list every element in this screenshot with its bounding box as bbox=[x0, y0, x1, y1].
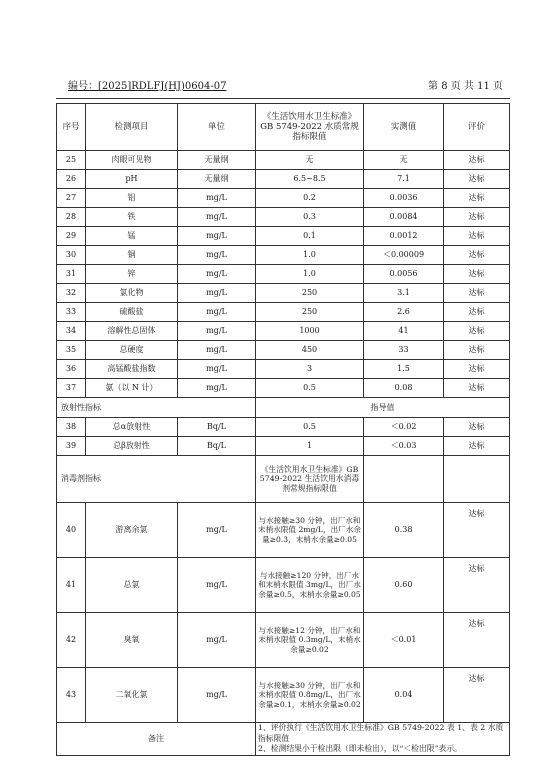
row-unit: mg/L bbox=[178, 379, 256, 398]
table-row bbox=[57, 189, 510, 208]
table-row bbox=[57, 437, 510, 456]
row-limit: 250 bbox=[256, 303, 364, 322]
water-quality-table bbox=[56, 103, 510, 756]
row-eval: 达标 bbox=[444, 437, 510, 456]
disinfectant-section-title: 消毒剂指标 bbox=[57, 456, 256, 503]
row-no: 28 bbox=[57, 208, 86, 227]
row-unit: 无量纲 bbox=[178, 151, 256, 170]
row-eval: 达标 bbox=[444, 303, 510, 322]
row-unit: mg/L bbox=[178, 189, 256, 208]
row-no: 43 bbox=[57, 668, 86, 723]
col-no: 序号 bbox=[57, 104, 86, 151]
row-eval: 达标 bbox=[444, 613, 510, 668]
row-eval: 达标 bbox=[444, 322, 510, 341]
row-limit: 与水接触≥30 分钟，出厂水和末梢水限值 0.8mg/L，出厂水余量≥0.1，末梢水余量≥0.02 bbox=[256, 668, 364, 723]
row-no: 42 bbox=[57, 613, 86, 668]
notes-text bbox=[256, 723, 510, 756]
row-eval: 达标 bbox=[444, 227, 510, 246]
row-no: 29 bbox=[57, 227, 86, 246]
notes-row bbox=[57, 723, 510, 756]
row-item: 高锰酸盐指数 bbox=[86, 360, 178, 379]
row-value: ＜0.00009 bbox=[364, 246, 444, 265]
row-unit: Bq/L bbox=[178, 418, 256, 437]
row-unit: mg/L bbox=[178, 558, 256, 613]
row-no: 27 bbox=[57, 189, 86, 208]
table-row bbox=[57, 668, 510, 723]
row-limit: 1.0 bbox=[256, 265, 364, 284]
row-eval: 达标 bbox=[444, 418, 510, 437]
row-eval: 达标 bbox=[444, 503, 510, 558]
row-limit: 1000 bbox=[256, 322, 364, 341]
row-no: 34 bbox=[57, 322, 86, 341]
row-eval: 达标 bbox=[444, 379, 510, 398]
row-eval: 达标 bbox=[444, 360, 510, 379]
table-row bbox=[57, 303, 510, 322]
disinfectant-standard: 《生活饮用水卫生标准》GB 5749-2022 生活饮用水消毒剂常规指标限值 bbox=[256, 456, 364, 503]
disinfectant-section bbox=[57, 456, 510, 503]
header-divider bbox=[56, 98, 510, 99]
row-item: 氨（以 N 计） bbox=[86, 379, 178, 398]
radioactive-rows bbox=[57, 418, 510, 456]
table-row bbox=[57, 170, 510, 189]
row-value: 0.0056 bbox=[364, 265, 444, 284]
row-no: 30 bbox=[57, 246, 86, 265]
row-item: 铜 bbox=[86, 246, 178, 265]
empty-cell bbox=[444, 456, 510, 503]
row-no: 41 bbox=[57, 558, 86, 613]
row-no: 40 bbox=[57, 503, 86, 558]
row-limit: 0.1 bbox=[256, 227, 364, 246]
row-unit: mg/L bbox=[178, 227, 256, 246]
table-row bbox=[57, 341, 510, 360]
row-item: 铁 bbox=[86, 208, 178, 227]
row-limit: 0.5 bbox=[256, 418, 364, 437]
row-item: 硫酸盐 bbox=[86, 303, 178, 322]
report-header bbox=[68, 77, 503, 93]
row-no: 38 bbox=[57, 418, 86, 437]
col-limit: 《生活饮用水卫生标准》GB 5749-2022 水质常规指标限值 bbox=[256, 104, 364, 151]
table-row bbox=[57, 418, 510, 437]
row-no: 26 bbox=[57, 170, 86, 189]
row-eval: 达标 bbox=[444, 265, 510, 284]
row-no: 36 bbox=[57, 360, 86, 379]
row-limit: 0.3 bbox=[256, 208, 364, 227]
radioactive-section bbox=[57, 398, 510, 418]
row-eval: 达标 bbox=[444, 151, 510, 170]
table-row bbox=[57, 208, 510, 227]
row-value: 0.60 bbox=[364, 558, 444, 613]
report-number: 编号：[2025]RDLFJ(HJ)0604-07 bbox=[68, 81, 227, 92]
notes-section bbox=[57, 723, 510, 756]
row-unit: mg/L bbox=[178, 613, 256, 668]
radioactive-header-row bbox=[57, 398, 510, 418]
row-limit: 0.2 bbox=[256, 189, 364, 208]
row-item: 氯化物 bbox=[86, 284, 178, 303]
row-unit: 无量纲 bbox=[178, 170, 256, 189]
row-item: 总硬度 bbox=[86, 341, 178, 360]
table-row bbox=[57, 558, 510, 613]
row-no: 32 bbox=[57, 284, 86, 303]
row-item: 游离余氯 bbox=[86, 503, 178, 558]
row-limit: 无 bbox=[256, 151, 364, 170]
row-eval: 达标 bbox=[444, 208, 510, 227]
row-unit: mg/L bbox=[178, 668, 256, 723]
radioactive-section-title: 放射性指标 bbox=[57, 398, 256, 418]
row-eval: 达标 bbox=[444, 246, 510, 265]
row-unit: mg/L bbox=[178, 503, 256, 558]
row-item: 二氧化氯 bbox=[86, 668, 178, 723]
row-eval: 达标 bbox=[444, 341, 510, 360]
row-limit: 450 bbox=[256, 341, 364, 360]
row-item: 锰 bbox=[86, 227, 178, 246]
row-limit: 与水接触≥12 分钟，出厂水和末梢水限值 0.3mg/L，末梢水余量≥0.02 bbox=[256, 613, 364, 668]
row-value: 0.0084 bbox=[364, 208, 444, 227]
row-limit: 6.5~8.5 bbox=[256, 170, 364, 189]
row-value: 0.38 bbox=[364, 503, 444, 558]
table-row bbox=[57, 227, 510, 246]
row-value: 0.08 bbox=[364, 379, 444, 398]
row-unit: mg/L bbox=[178, 265, 256, 284]
row-value: ＜0.01 bbox=[364, 613, 444, 668]
row-limit: 250 bbox=[256, 284, 364, 303]
row-value: 1.5 bbox=[364, 360, 444, 379]
row-eval: 达标 bbox=[444, 668, 510, 723]
row-unit: mg/L bbox=[178, 246, 256, 265]
row-unit: mg/L bbox=[178, 360, 256, 379]
row-item: 铝 bbox=[86, 189, 178, 208]
row-unit: mg/L bbox=[178, 208, 256, 227]
row-limit: 与水接触≥30 分钟，出厂水和末梢水限值 2mg/L，出厂水余量≥0.3，末梢水余量≥0.05 bbox=[256, 503, 364, 558]
radioactive-guide-label: 指导值 bbox=[256, 398, 510, 418]
notes-label: 备注 bbox=[57, 723, 256, 756]
row-item: 总β放射性 bbox=[86, 437, 178, 456]
row-eval: 达标 bbox=[444, 189, 510, 208]
row-unit: Bq/L bbox=[178, 437, 256, 456]
row-eval: 达标 bbox=[444, 558, 510, 613]
row-value: 2.6 bbox=[364, 303, 444, 322]
table-row bbox=[57, 503, 510, 558]
row-value: 无 bbox=[364, 151, 444, 170]
row-value: 41 bbox=[364, 322, 444, 341]
row-limit: 0.5 bbox=[256, 379, 364, 398]
page-indicator: 第 8 页 共 11 页 bbox=[428, 81, 503, 92]
table-row bbox=[57, 322, 510, 341]
row-value: ＜0.02 bbox=[364, 418, 444, 437]
row-value: ＜0.03 bbox=[364, 437, 444, 456]
row-value: 33 bbox=[364, 341, 444, 360]
row-no: 33 bbox=[57, 303, 86, 322]
col-unit: 单位 bbox=[178, 104, 256, 151]
row-limit: 1 bbox=[256, 437, 364, 456]
row-value: 0.04 bbox=[364, 668, 444, 723]
row-unit: mg/L bbox=[178, 322, 256, 341]
row-no: 37 bbox=[57, 379, 86, 398]
row-no: 31 bbox=[57, 265, 86, 284]
table-row bbox=[57, 284, 510, 303]
table-row bbox=[57, 265, 510, 284]
row-eval: 达标 bbox=[444, 284, 510, 303]
disinfectant-rows bbox=[57, 503, 510, 723]
table-row bbox=[57, 360, 510, 379]
row-limit: 3 bbox=[256, 360, 364, 379]
table-row bbox=[57, 613, 510, 668]
col-eval: 评价 bbox=[444, 104, 510, 151]
col-value: 实测值 bbox=[364, 104, 444, 151]
table-row bbox=[57, 379, 510, 398]
row-limit: 1.0 bbox=[256, 246, 364, 265]
row-unit: mg/L bbox=[178, 341, 256, 360]
conventional-rows bbox=[57, 151, 510, 398]
note-line-2: 2、检测结果小于检出限（即未检出），以“＜检出限”表示。 bbox=[258, 744, 462, 754]
row-value: 7.1 bbox=[364, 170, 444, 189]
row-item: 总氯 bbox=[86, 558, 178, 613]
row-no: 39 bbox=[57, 437, 86, 456]
row-unit: mg/L bbox=[178, 303, 256, 322]
row-item: 总α放射性 bbox=[86, 418, 178, 437]
row-item: 臭氧 bbox=[86, 613, 178, 668]
row-item: 锌 bbox=[86, 265, 178, 284]
table-header-row bbox=[57, 104, 510, 151]
row-unit: mg/L bbox=[178, 284, 256, 303]
row-limit: 与水接触≥120 分钟，出厂水和末梢水限值 3mg/L，出厂水余量≥0.5，末梢水余量≥0.05 bbox=[256, 558, 364, 613]
empty-cell bbox=[364, 456, 444, 503]
row-value: 0.0012 bbox=[364, 227, 444, 246]
row-item: pH bbox=[86, 170, 178, 189]
row-no: 25 bbox=[57, 151, 86, 170]
row-item: 肉眼可见物 bbox=[86, 151, 178, 170]
row-eval: 达标 bbox=[444, 170, 510, 189]
row-item: 溶解性总固体 bbox=[86, 322, 178, 341]
table-row bbox=[57, 151, 510, 170]
disinfectant-header-row bbox=[57, 456, 510, 503]
note-line-1: 1、评价执行《生活饮用水卫生标准》GB 5749-2022 表 1、表 2 水质指标限值 bbox=[258, 723, 504, 743]
row-no: 35 bbox=[57, 341, 86, 360]
col-item: 检测项目 bbox=[86, 104, 178, 151]
row-value: 0.0036 bbox=[364, 189, 444, 208]
table-row bbox=[57, 246, 510, 265]
row-value: 3.1 bbox=[364, 284, 444, 303]
